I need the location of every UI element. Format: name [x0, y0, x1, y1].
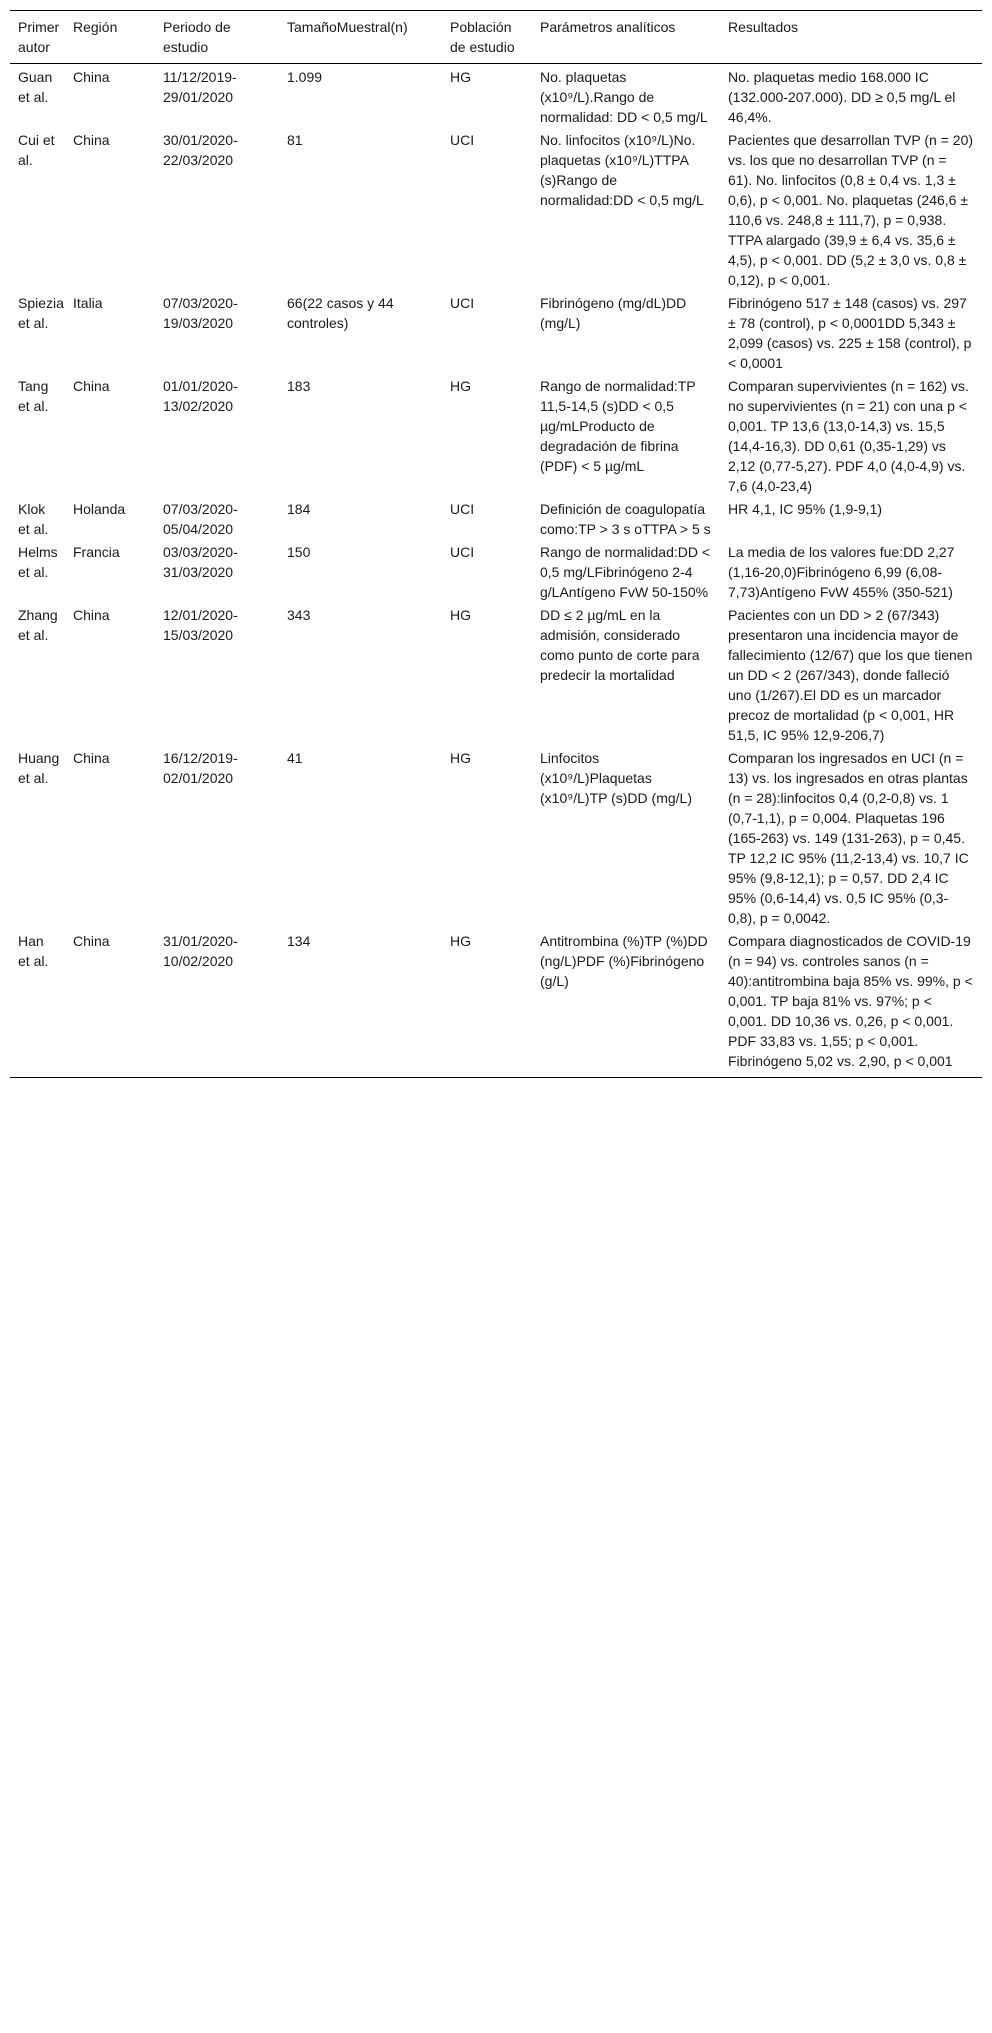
cell-author: Han et al.	[10, 931, 65, 1078]
table-row	[10, 130, 982, 293]
cell-period: 31/01/2020-10/02/2020	[155, 931, 279, 1078]
cell-period: 12/01/2020-15/03/2020	[163, 607, 238, 643]
table-row	[10, 542, 982, 605]
cell-region: China	[73, 607, 110, 623]
header-params: Parámetros analíticos	[532, 11, 720, 64]
cell-region: Italia	[73, 295, 103, 311]
studies-table	[10, 10, 982, 1078]
cell-sample: 183	[287, 378, 311, 394]
cell-results: Pacientes que desarrollan TVP (n = 20) vs. los que no desarrollan TVP (n = 61). No. linfocitos (0,8 ± 0,4 vs. 1,3 ± 0,6), p < 0,001. No. plaquetas (246,6 ± 110,6 vs. 248,8 ± 111,7), p = 0,938. TTPA alargado (39,9 ± 6,4 vs. 35,6 ± 4,5), p < 0,001. DD (5,2 ± 3,0 vs. 0,8 ± 0,12), p < 0,001.	[728, 132, 974, 288]
table-row	[10, 293, 982, 376]
cell-sample: 81	[287, 132, 303, 148]
table-body	[10, 64, 982, 1078]
cell-population: HG	[450, 378, 471, 394]
cell-region: China	[73, 378, 110, 394]
cell-params: Rango de normalidad:DD < 0,5 mg/LFibrinógeno 2-4 g/LAntígeno FvW 50-150%	[540, 544, 711, 600]
cell-region: China	[73, 132, 110, 148]
cell-region: China	[65, 931, 155, 1078]
table-row	[10, 376, 982, 499]
table-row	[10, 931, 982, 1078]
header-period: Periodo de estudio	[155, 11, 279, 64]
header-author: Primer autor	[10, 11, 65, 64]
cell-params: Rango de normalidad:TP 11,5-14,5 (s)DD < 0,5 µg/mLProducto de degradación de fibrina (PDF) < 5 µg/mL	[540, 378, 696, 474]
cell-sample: 66(22 casos y 44 controles)	[287, 295, 394, 331]
table-row	[10, 64, 982, 131]
cell-results: Compara diagnosticados de COVID-19 (n = 94) vs. controles sanos (n = 40):antitrombina baja 85% vs. 99%, p < 0,001. TP baja 81% vs. 97%; p < 0,001. DD 10,36 vs. 0,26, p < 0,001. PDF 33,83 vs. 1,55; p < 0,001. Fibrinógeno 5,02 vs. 2,90, p < 0,001	[720, 931, 982, 1078]
table-row	[10, 499, 982, 542]
table-row	[10, 605, 982, 748]
table-container	[10, 10, 982, 1078]
header-results: Resultados	[720, 11, 982, 64]
cell-population: HG	[450, 750, 471, 766]
cell-region: Holanda	[73, 501, 126, 517]
cell-period: 07/03/2020-19/03/2020	[163, 295, 238, 331]
header-row	[10, 11, 982, 64]
cell-population: UCI	[450, 544, 475, 560]
cell-author: Guan et al.	[18, 69, 53, 105]
cell-period: 01/01/2020-13/02/2020	[163, 378, 238, 414]
cell-period: 16/12/2019-02/01/2020	[163, 750, 238, 786]
cell-results: Fibrinógeno 517 ± 148 (casos) vs. 297 ± 78 (control), p < 0,0001DD 5,343 ± 2,099 (casos) vs. 225 ± 158 (control), p < 0,0001	[728, 295, 972, 371]
cell-region: Francia	[73, 544, 120, 560]
cell-population: UCI	[450, 132, 475, 148]
cell-author: Klok et al.	[18, 501, 49, 537]
cell-region: China	[73, 750, 110, 766]
cell-results: Comparan los ingresados en UCI (n = 13) vs. los ingresados en otras plantas (n = 28):linfocitos 0,4 (0,2-0,8) vs. 1 (0,7-1,1), p = 0,004. Plaquetas 196 (165-263) vs. 149 (131-263), p = 0,45. TP 12,2 IC 95% (11,2-13,4) vs. 10,7 IC 95% (9,8-12,1); p = 0,57. DD 2,4 IC 95% (0,6-14,4) vs. 0,5 IC 95% (0,3-0,8), p = 0,0042.	[728, 750, 969, 926]
cell-period: 11/12/2019-29/01/2020	[163, 69, 237, 105]
cell-params: Fibrinógeno (mg/dL)DD (mg/L)	[540, 295, 687, 331]
cell-sample: 150	[287, 544, 311, 560]
cell-sample: 343	[287, 607, 311, 623]
cell-author: Tang et al.	[18, 378, 49, 414]
cell-params: No. plaquetas (x10⁹/L).Rango de normalidad: DD < 0,5 mg/L	[540, 69, 708, 125]
cell-results: La media de los valores fue:DD 2,27 (1,16-20,0)Fibrinógeno 6,99 (6,08-7,73)Antígeno FvW 455% (350-521)	[728, 544, 955, 600]
cell-sample: 1.099	[287, 69, 323, 85]
cell-region: China	[73, 69, 110, 85]
cell-population: HG	[442, 931, 532, 1078]
cell-params: DD ≤ 2 µg/mL en la admisión, considerado como punto de corte para predecir la mortalidad	[540, 607, 700, 683]
cell-population: HG	[450, 607, 471, 623]
cell-period: 07/03/2020-05/04/2020	[163, 501, 238, 537]
cell-author: Helms et al.	[18, 544, 58, 580]
cell-results: No. plaquetas medio 168.000 IC (132.000-207.000). DD ≥ 0,5 mg/L el 46,4%.	[728, 69, 956, 125]
cell-author: Huang et al.	[18, 750, 60, 786]
cell-population: UCI	[450, 501, 475, 517]
cell-population: HG	[450, 69, 471, 85]
table-row	[10, 748, 982, 931]
cell-results: Pacientes con un DD > 2 (67/343) presentaron una incidencia mayor de fallecimiento (12/67) que los que tienen un DD < 2 (267/343), donde falleció uno (1/267).El DD es un marcador precoz de mortalidad (p < 0,001, HR 51,5, IC 95% 12,9-206,7)	[728, 607, 973, 743]
cell-params: Antitrombina (%)TP (%)DD (ng/L)PDF (%)Fibrinógeno (g/L)	[532, 931, 720, 1078]
cell-sample: 184	[287, 501, 311, 517]
header-sample: TamañoMuestral(n)	[279, 11, 442, 64]
cell-period: 30/01/2020-22/03/2020	[163, 132, 238, 168]
table-header	[10, 11, 982, 64]
cell-results: Comparan supervivientes (n = 162) vs. no supervivientes (n = 21) con una p < 0,001. TP 13,6 (13,0-14,3) vs. 15,5 (14,4-16,3). DD 0,61 (0,35-1,29) vs 2,12 (0,77-5,27). PDF 4,0 (4,0-4,9) vs. 7,6 (4,0-23,4)	[728, 378, 969, 494]
cell-params: Definición de coagulopatía como:TP > 3 s oTTPA > 5 s	[540, 501, 711, 537]
cell-params: Linfocitos (x10⁹/L)Plaquetas (x10⁹/L)TP (s)DD (mg/L)	[540, 750, 692, 806]
cell-author: Zhang et al.	[18, 607, 58, 643]
cell-sample: 41	[287, 750, 303, 766]
cell-author: Cui et al.	[18, 132, 55, 168]
cell-population: UCI	[450, 295, 475, 311]
cell-author: Spiezia et al.	[18, 295, 64, 331]
header-region: Región	[65, 11, 155, 64]
cell-period: 03/03/2020-31/03/2020	[163, 544, 238, 580]
cell-results: HR 4,1, IC 95% (1,9-9,1)	[728, 501, 883, 517]
cell-params: No. linfocitos (x10⁹/L)No. plaquetas (x10⁹/L)TTPA (s)Rango de normalidad:DD < 0,5 mg/L	[540, 132, 704, 208]
header-population: Población de estudio	[442, 11, 532, 64]
cell-sample: 134	[279, 931, 442, 1078]
